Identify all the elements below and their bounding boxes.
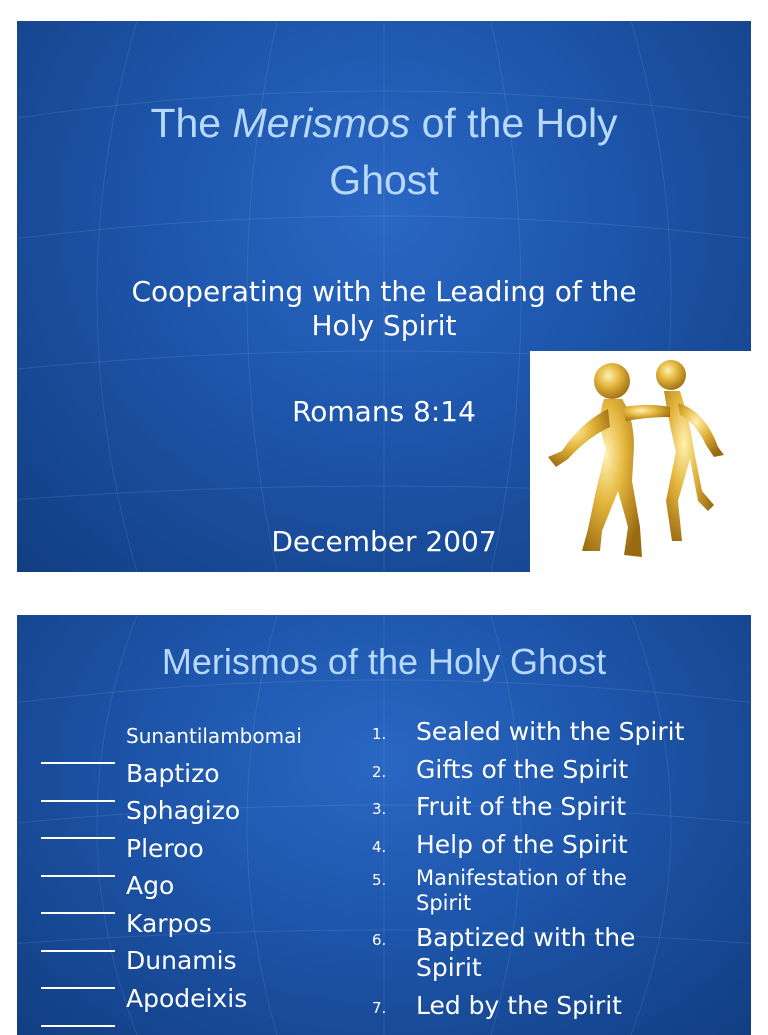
definition-item (372, 751, 742, 788)
slide-title: The Merismos of the Holy Ghost (150, 100, 618, 203)
definition-text: Help of the Spirit (416, 830, 628, 859)
slide-title: Merismos of the Holy Ghost (161, 641, 607, 682)
definition-item (372, 713, 742, 751)
definition-text: Fruit of the Spirit (416, 792, 627, 821)
title-slide (17, 21, 751, 572)
greek-term: Baptizo (126, 758, 220, 788)
golden-figures-walking-icon (530, 351, 751, 572)
slide-subtitle: Cooperating with the Leading of the Holy Spirit (131, 275, 637, 342)
answer-blank (41, 856, 115, 877)
answer-blank (41, 893, 115, 914)
definition-number: 6. (372, 931, 387, 949)
definition-number: 4. (372, 838, 387, 856)
answer-blank (41, 818, 115, 839)
answer-blank (41, 1006, 115, 1027)
presentation-date: December 2007 (271, 525, 497, 558)
greek-term: Apodeixis (126, 983, 248, 1013)
answer-blank (41, 931, 115, 952)
greek-term: Dunamis (126, 946, 237, 975)
definition-text-line1: Baptized with the (416, 923, 636, 952)
matching-slide (17, 615, 751, 1035)
definition-item (372, 919, 742, 987)
definition-text-line1: Manifestation of the (416, 866, 627, 890)
definition-number: 1. (372, 725, 387, 743)
answer-blank (41, 743, 115, 764)
definition-item (372, 863, 742, 919)
definition-text: Led by the Spirit (416, 991, 622, 1020)
definition-item (372, 788, 742, 826)
answer-blank (41, 781, 115, 802)
greek-term: Sphagizo (126, 796, 241, 825)
definition-list (372, 713, 742, 1025)
definition-text-line2: Spirit (416, 891, 472, 915)
definition-number: 3. (372, 800, 387, 818)
definition-text: Gifts of the Spirit (416, 755, 629, 784)
greek-term: Pleroo (126, 833, 204, 863)
answer-blank (41, 968, 115, 989)
definition-number: 5. (372, 871, 387, 889)
greek-term: Ago (126, 871, 175, 900)
scripture-reference: Romans 8:14 (292, 395, 476, 428)
definition-number: 2. (372, 763, 387, 781)
definition-text: Sealed with the Spirit (416, 717, 685, 746)
definition-text-line2: Spirit (416, 953, 482, 982)
greek-term: Karpos (126, 908, 212, 938)
definition-number: 7. (372, 999, 387, 1017)
definition-item (372, 987, 742, 1025)
greek-term: Sunantilambomai (126, 724, 302, 748)
definition-item (372, 826, 742, 863)
